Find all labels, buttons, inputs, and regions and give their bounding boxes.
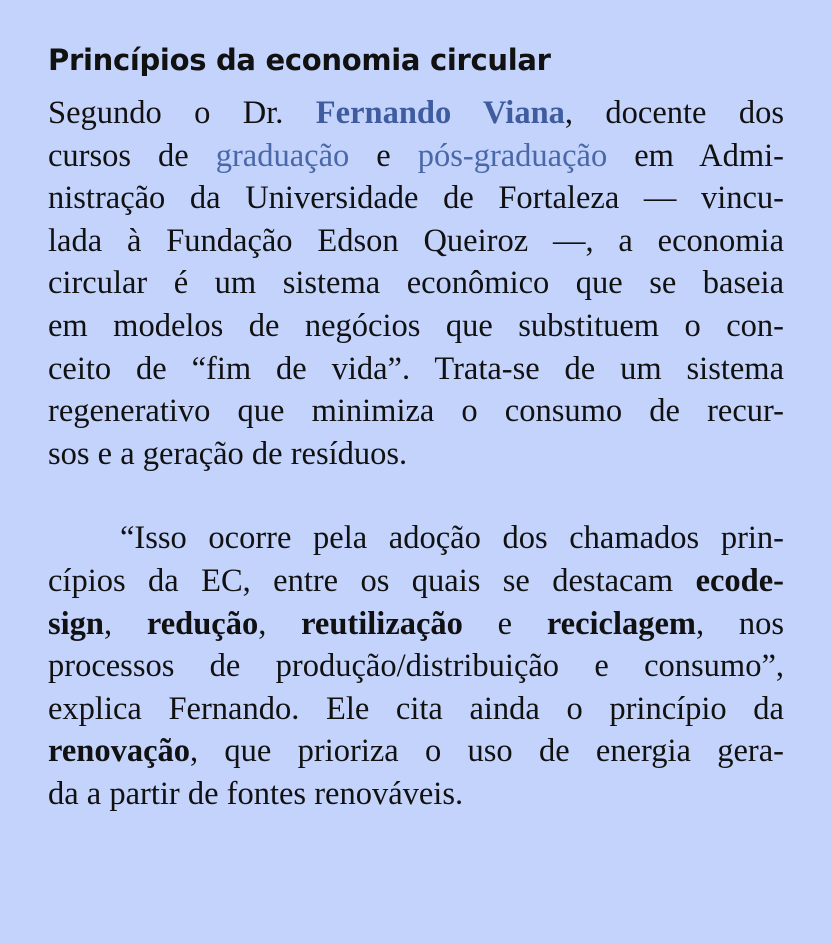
text-line	[48, 603, 784, 646]
text: explica Fernando. Ele cita ainda o princípio da	[48, 690, 784, 727]
text: cursos de	[48, 137, 216, 174]
paragraph	[48, 92, 784, 475]
text: “Isso ocorre pela adoção dos chamados prin-	[120, 520, 784, 557]
text: ,	[258, 605, 302, 642]
article	[48, 38, 784, 816]
bold-term: sign	[48, 605, 105, 642]
text: e	[349, 137, 418, 174]
bold-term: reciclagem	[546, 605, 696, 642]
text-line	[48, 390, 784, 433]
bold-term: reutilização	[301, 605, 463, 642]
text: e	[462, 605, 547, 642]
text: em Admi-	[607, 137, 784, 174]
text-line	[48, 92, 784, 135]
text: , que prioriza o uso de energia gera-	[190, 733, 784, 770]
section-title: Princípios da economia circular	[48, 43, 551, 77]
text: cípios da EC, entre os quais se destacam	[48, 562, 696, 599]
bold-term: ecode-	[695, 562, 784, 599]
text: ,	[104, 605, 147, 642]
text: , docente dos	[564, 95, 785, 131]
text-line	[48, 177, 784, 220]
text-line	[48, 135, 784, 178]
text-line	[48, 262, 784, 305]
text: Segundo o Dr.	[48, 95, 316, 131]
text-line	[48, 730, 784, 773]
text: sos e a geração de resíduos.	[48, 435, 408, 472]
text: circular é um sistema econômico que se baseia	[48, 265, 784, 302]
text-line	[48, 305, 784, 348]
text: nistração da Universidade de Fortaleza — vincu-	[48, 180, 784, 217]
link[interactable]: graduação	[215, 137, 350, 174]
article-body	[48, 92, 784, 816]
text: da a partir de fontes renováveis.	[48, 775, 464, 812]
link[interactable]: Fernando Viana	[315, 95, 565, 131]
text: lada à Fundação Edson Queiroz —, a economia	[48, 222, 784, 259]
text-line	[48, 645, 784, 688]
text: regenerativo que minimiza o consumo de recur-	[48, 393, 784, 430]
paragraph	[48, 517, 784, 815]
text: em modelos de negócios que substituem o con-	[48, 307, 784, 344]
text: ceito de “fim de vida”. Trata-se de um sistema	[48, 350, 784, 387]
bold-term: renovação	[48, 733, 191, 770]
text-line	[48, 560, 784, 603]
text: , nos	[696, 605, 785, 642]
text-line	[48, 220, 784, 263]
bold-term: redução	[146, 605, 259, 642]
text-line	[48, 688, 784, 731]
text-line	[48, 433, 784, 476]
text-line	[48, 348, 784, 391]
text-line	[48, 517, 784, 560]
text: processos de produção/distribuição e consumo”,	[48, 648, 784, 685]
link[interactable]: pós-graduação	[417, 137, 608, 174]
text-line	[48, 773, 784, 816]
